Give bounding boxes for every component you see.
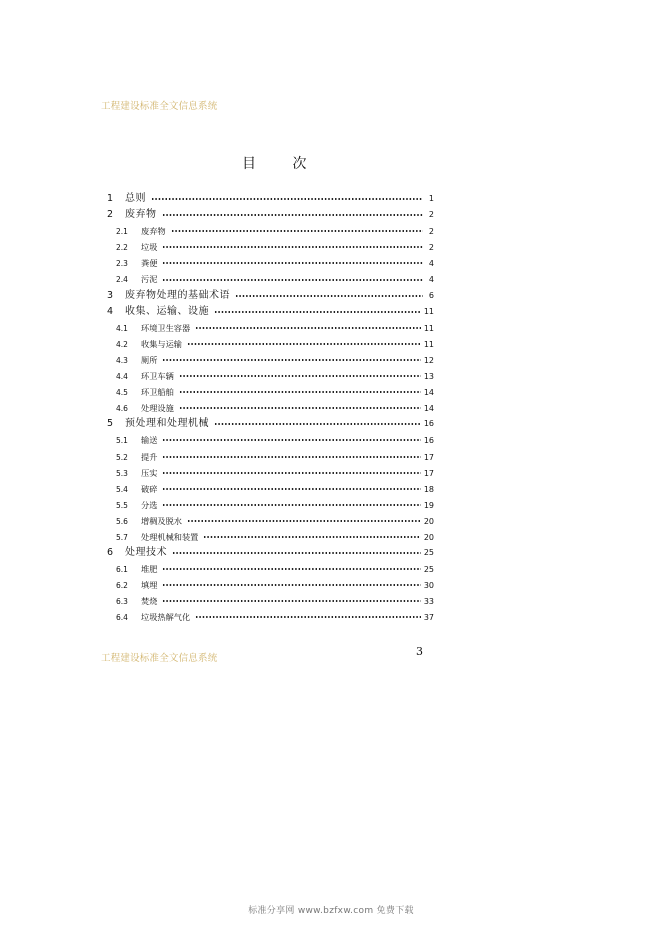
dot-leader xyxy=(162,504,420,506)
toc-entry-number: 5.1 xyxy=(116,436,128,446)
toc-entry-number: 4.3 xyxy=(116,355,128,365)
toc-chapter-row[interactable] xyxy=(106,191,434,207)
toc-entry-page: 16 xyxy=(423,419,434,429)
toc-entry-page: 2 xyxy=(428,210,434,220)
toc-section-row[interactable] xyxy=(106,223,434,239)
toc-entry-page: 25 xyxy=(423,565,434,575)
footer-text: 标准分享网 www.bzfxw.com 免费下载 xyxy=(248,906,414,916)
toc-section-row[interactable] xyxy=(106,609,434,625)
toc-entry-label: 收集、运输、设施 xyxy=(125,305,209,317)
toc-section-row[interactable] xyxy=(106,513,434,529)
toc-entry-page: 6 xyxy=(428,290,434,300)
toc-entry-number: 6.1 xyxy=(116,565,128,575)
toc-entry-label: 处理机械和装置 xyxy=(141,531,199,542)
dot-leader xyxy=(214,311,421,313)
toc-entry-label: 处理技术 xyxy=(125,547,167,559)
dot-leader xyxy=(235,295,423,297)
toc-entry-label: 环卫车辆 xyxy=(141,371,174,382)
dot-leader xyxy=(162,439,420,441)
toc-chapter-row[interactable] xyxy=(106,416,434,432)
dot-leader xyxy=(162,568,420,570)
toc-entry-number: 6.3 xyxy=(116,597,128,607)
toc-entry-page: 2 xyxy=(428,243,434,253)
page-number: 3 xyxy=(416,645,423,658)
toc-entry-label: 提升 xyxy=(141,451,158,462)
toc-entry-label: 垃圾 xyxy=(141,242,158,253)
toc-entry-number: 5 xyxy=(107,418,114,430)
dot-leader xyxy=(172,552,421,554)
toc-entry-number: 2.3 xyxy=(116,259,128,269)
toc-entry-label: 垃圾热解气化 xyxy=(141,612,191,623)
toc-entry-page: 30 xyxy=(423,581,434,591)
toc-entry-page: 12 xyxy=(423,355,434,365)
toc-section-row[interactable] xyxy=(106,384,434,400)
dot-leader xyxy=(195,616,421,618)
watermark-bottom: 工程建设标准全文信息系统 xyxy=(101,653,218,664)
dot-leader xyxy=(162,262,423,264)
toc-entry-label: 焚烧 xyxy=(141,596,158,607)
toc-entry-number: 6.2 xyxy=(116,581,128,591)
toc-entry-page: 14 xyxy=(423,404,434,414)
toc-entry-page: 4 xyxy=(428,275,434,285)
toc-entry-label: 废弃物 xyxy=(125,209,157,221)
toc-entry-label: 废弃物 xyxy=(141,226,166,237)
dot-leader xyxy=(214,423,421,425)
dot-leader xyxy=(162,472,420,474)
toc-entry-number: 4.4 xyxy=(116,372,128,382)
toc-section-row[interactable] xyxy=(106,449,434,465)
dot-leader xyxy=(162,584,420,586)
toc-entry-label: 厕所 xyxy=(141,354,158,365)
toc-entry-page: 11 xyxy=(423,323,434,333)
toc-entry-label: 环卫船舶 xyxy=(141,387,174,398)
toc-entry-number: 3 xyxy=(107,289,114,301)
toc-entry-page: 2 xyxy=(428,227,434,237)
toc-chapter-row[interactable] xyxy=(106,545,434,561)
dot-leader xyxy=(187,343,421,345)
dot-leader xyxy=(162,488,420,490)
toc-entry-number: 6 xyxy=(107,547,114,559)
dot-leader xyxy=(162,214,424,216)
toc-entry-label: 破碎 xyxy=(141,483,158,494)
dot-leader xyxy=(203,536,420,538)
toc-entry-page: 25 xyxy=(423,548,434,558)
toc-entry-number: 5.3 xyxy=(116,468,128,478)
toc-entry-label: 堆肥 xyxy=(141,564,158,575)
toc-entry-label: 增稠及脱水 xyxy=(141,515,182,526)
toc-entry-page: 1 xyxy=(428,194,434,203)
toc-entry-page: 37 xyxy=(423,613,434,623)
toc-entry-page: 20 xyxy=(423,532,434,542)
toc-entry-label: 输送 xyxy=(141,435,158,446)
toc-entry-label: 总则 xyxy=(125,193,146,204)
toc-section-row[interactable] xyxy=(106,529,434,545)
toc-section-row[interactable] xyxy=(106,255,434,271)
toc-entry-number: 2.1 xyxy=(116,227,128,237)
toc-entry-page: 11 xyxy=(423,339,434,349)
toc-entry-number: 5.6 xyxy=(116,516,128,526)
toc-entry-page: 17 xyxy=(423,452,434,462)
toc-section-row[interactable] xyxy=(106,271,434,287)
toc-entry-page: 20 xyxy=(423,516,434,526)
toc-section-row[interactable] xyxy=(106,593,434,609)
watermark-top: 工程建设标准全文信息系统 xyxy=(101,101,218,112)
toc-chapter-row[interactable] xyxy=(106,288,434,304)
toc-entry-label: 环境卫生容器 xyxy=(141,322,191,333)
toc-entry-number: 1 xyxy=(107,193,114,204)
toc-section-row[interactable] xyxy=(106,561,434,577)
toc-entry-number: 2.4 xyxy=(116,275,128,285)
toc-entry-number: 4.5 xyxy=(116,388,128,398)
toc-chapter-row[interactable] xyxy=(106,207,434,223)
toc-section-row[interactable] xyxy=(106,465,434,481)
toc-entry-label: 粪便 xyxy=(141,258,158,269)
toc-entry-page: 19 xyxy=(423,500,434,510)
toc-entry-number: 5.5 xyxy=(116,500,128,510)
dot-leader xyxy=(162,359,420,361)
toc-entry-page: 11 xyxy=(423,306,434,316)
dot-leader xyxy=(171,230,423,232)
toc-entry-label: 预处理和处理机械 xyxy=(125,418,209,430)
toc-entry-label: 污泥 xyxy=(141,274,158,285)
toc-entry-label: 处理设施 xyxy=(141,403,174,414)
toc-section-row[interactable] xyxy=(106,320,434,336)
toc-section-row[interactable] xyxy=(106,481,434,497)
toc-entry-label: 废弃物处理的基础术语 xyxy=(125,289,230,301)
toc-entry-page: 17 xyxy=(423,468,434,478)
dot-leader xyxy=(162,279,423,281)
dot-leader xyxy=(162,456,420,458)
dot-leader xyxy=(151,198,423,200)
toc-entry-number: 5.4 xyxy=(116,484,128,494)
toc-entry-label: 收集与运输 xyxy=(141,338,182,349)
toc-entry-page: 4 xyxy=(428,259,434,269)
table-of-contents xyxy=(106,191,434,626)
dot-leader xyxy=(179,407,421,409)
dot-leader xyxy=(195,327,421,329)
toc-entry-number: 4.2 xyxy=(116,339,128,349)
toc-entry-page: 16 xyxy=(423,436,434,446)
toc-entry-page: 33 xyxy=(423,597,434,607)
toc-entry-number: 6.4 xyxy=(116,613,128,623)
toc-entry-page: 18 xyxy=(423,484,434,494)
toc-section-row[interactable] xyxy=(106,336,434,352)
dot-leader xyxy=(162,600,420,602)
toc-entry-number: 4.1 xyxy=(116,323,128,333)
dot-leader xyxy=(162,246,423,248)
toc-section-row[interactable] xyxy=(106,497,434,513)
toc-entry-label: 压实 xyxy=(141,467,158,478)
page-title: 目 次 xyxy=(242,156,308,172)
toc-section-row[interactable] xyxy=(106,432,434,448)
toc-entry-label: 填埋 xyxy=(141,580,158,591)
toc-section-row[interactable] xyxy=(106,352,434,368)
toc-entry-number: 4.6 xyxy=(116,404,128,414)
toc-chapter-row[interactable] xyxy=(106,304,434,320)
toc-entry-page: 13 xyxy=(423,372,434,382)
toc-entry-number: 5.2 xyxy=(116,452,128,462)
toc-section-row[interactable] xyxy=(106,368,434,384)
toc-entry-number: 2.2 xyxy=(116,243,128,253)
toc-entry-page: 14 xyxy=(423,388,434,398)
dot-leader xyxy=(179,375,421,377)
toc-entry-number: 2 xyxy=(107,209,114,221)
toc-entry-label: 分选 xyxy=(141,499,158,510)
toc-entry-number: 5.7 xyxy=(116,532,128,542)
toc-section-row[interactable] xyxy=(106,239,434,255)
toc-entry-number: 4 xyxy=(107,305,114,317)
toc-section-row[interactable] xyxy=(106,400,434,416)
dot-leader xyxy=(179,391,421,393)
dot-leader xyxy=(187,520,421,522)
toc-section-row[interactable] xyxy=(106,577,434,593)
